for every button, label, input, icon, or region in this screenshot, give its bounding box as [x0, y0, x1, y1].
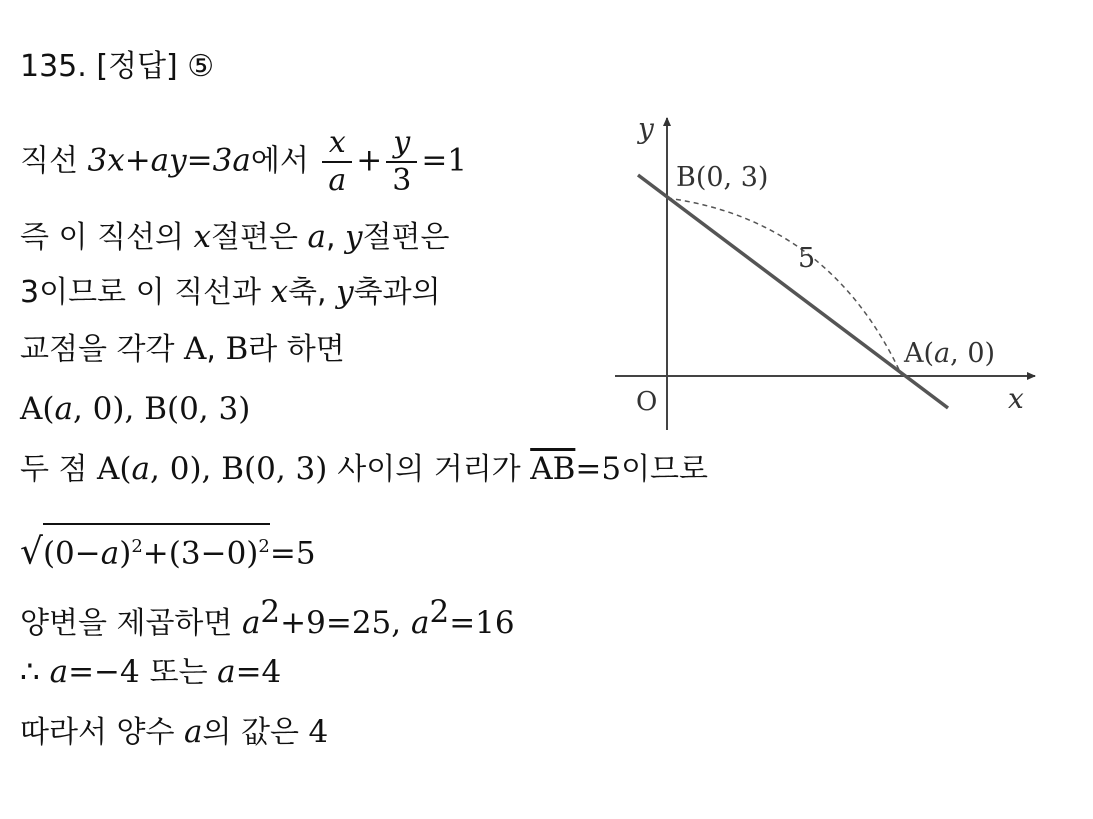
text: 절편은: [211, 220, 308, 255]
line-coords: [20, 389, 250, 429]
text: A(: [20, 391, 55, 427]
point-b: B: [225, 331, 249, 367]
line-conclusion: [20, 712, 328, 753]
text: 3이므로 이 직선과: [20, 275, 271, 310]
var-y: y: [336, 274, 354, 310]
line-sqrt: [20, 523, 316, 573]
point-a-var: a: [934, 338, 951, 369]
line-solutions: [20, 652, 281, 693]
plus: +: [356, 142, 383, 179]
var-a: a: [49, 654, 69, 690]
text: =16: [449, 605, 515, 641]
segment-ab: $\overline{AB}$: [530, 451, 576, 487]
text: =−4: [68, 654, 150, 690]
line-intercepts: [20, 217, 450, 258]
answer-value: 4: [308, 714, 329, 750]
exponent: 2: [260, 594, 281, 630]
coordinate-graph: [610, 110, 1050, 440]
var-x: x: [270, 274, 289, 310]
text: 의 값은: [202, 715, 309, 750]
fraction-den: a: [328, 163, 347, 198]
text: 에서: [250, 143, 319, 179]
var-a: a: [307, 219, 326, 255]
text: 양변을 제곱하면: [20, 606, 242, 641]
sqrt-icon: √: [20, 531, 43, 573]
therefore-icon: ∴: [20, 654, 50, 690]
text: 사이의 거리가: [337, 452, 531, 487]
text: ,: [206, 332, 226, 367]
exponent: 2: [131, 536, 143, 557]
exponent: 2: [429, 594, 450, 630]
text: (0−: [42, 535, 101, 572]
y-axis-label: y: [638, 112, 654, 145]
radicand: [43, 523, 270, 573]
x-axis-label: x: [1008, 382, 1024, 415]
line-points: [20, 329, 345, 370]
exponent: 2: [258, 536, 270, 557]
text: =5: [269, 535, 316, 572]
text: 절편은: [362, 220, 450, 255]
var-y: y: [345, 219, 363, 255]
text: 이므로: [621, 452, 709, 487]
var-a: a: [217, 654, 236, 690]
text: +9=25,: [280, 605, 411, 641]
fraction-num: y: [386, 125, 417, 163]
text: 직선: [20, 143, 88, 179]
text: 라 하면: [248, 332, 345, 367]
text: A(: [97, 451, 132, 487]
var-a: a: [100, 535, 120, 572]
distance-label: 5: [798, 243, 816, 274]
equation: 3x+ay=3a: [87, 142, 251, 179]
point-a-suffix: , 0): [950, 338, 996, 369]
fraction-den: 3: [392, 163, 412, 198]
text: 즉 이 직선의: [20, 220, 194, 255]
var-x: x: [193, 219, 211, 255]
var-a: a: [54, 391, 73, 427]
text: =4: [235, 654, 282, 690]
text: , 0), B(0, 3): [72, 391, 251, 427]
text: 두 점: [20, 452, 98, 487]
line-graph: [638, 175, 951, 408]
sqrt-expression: [20, 523, 270, 573]
line-axes: [20, 272, 441, 313]
var-a: a: [183, 714, 203, 750]
point-a-prefix: A(: [904, 338, 935, 369]
text: =5: [575, 451, 622, 487]
var-a: a: [131, 451, 151, 487]
var-a: a: [410, 605, 430, 641]
fraction-y-over-3: [386, 125, 417, 199]
text: 축과의: [353, 275, 441, 310]
line-equation: [20, 125, 467, 199]
text: 교점을 각각: [20, 332, 184, 367]
point-a: A: [183, 331, 207, 367]
point-b-label: B(0, 3): [676, 162, 769, 193]
text: +(3−0): [142, 535, 259, 572]
text: ): [119, 535, 132, 572]
text: ,: [325, 220, 346, 255]
rhs: =1: [421, 142, 468, 179]
text: 따라서 양수: [20, 715, 184, 750]
line-distance: [20, 449, 708, 490]
text: 또는: [149, 655, 218, 690]
fraction-x-over-a: [322, 125, 352, 199]
text: , 0), B(0, 3): [150, 451, 338, 487]
point-a-label: [903, 338, 995, 369]
fraction-num: x: [322, 125, 352, 163]
origin-label: O: [636, 387, 658, 417]
problem-title: 135. [정답] ⑤: [20, 49, 215, 84]
var-a: a: [241, 605, 261, 641]
line-square: [20, 592, 515, 644]
text: 축,: [288, 275, 337, 310]
